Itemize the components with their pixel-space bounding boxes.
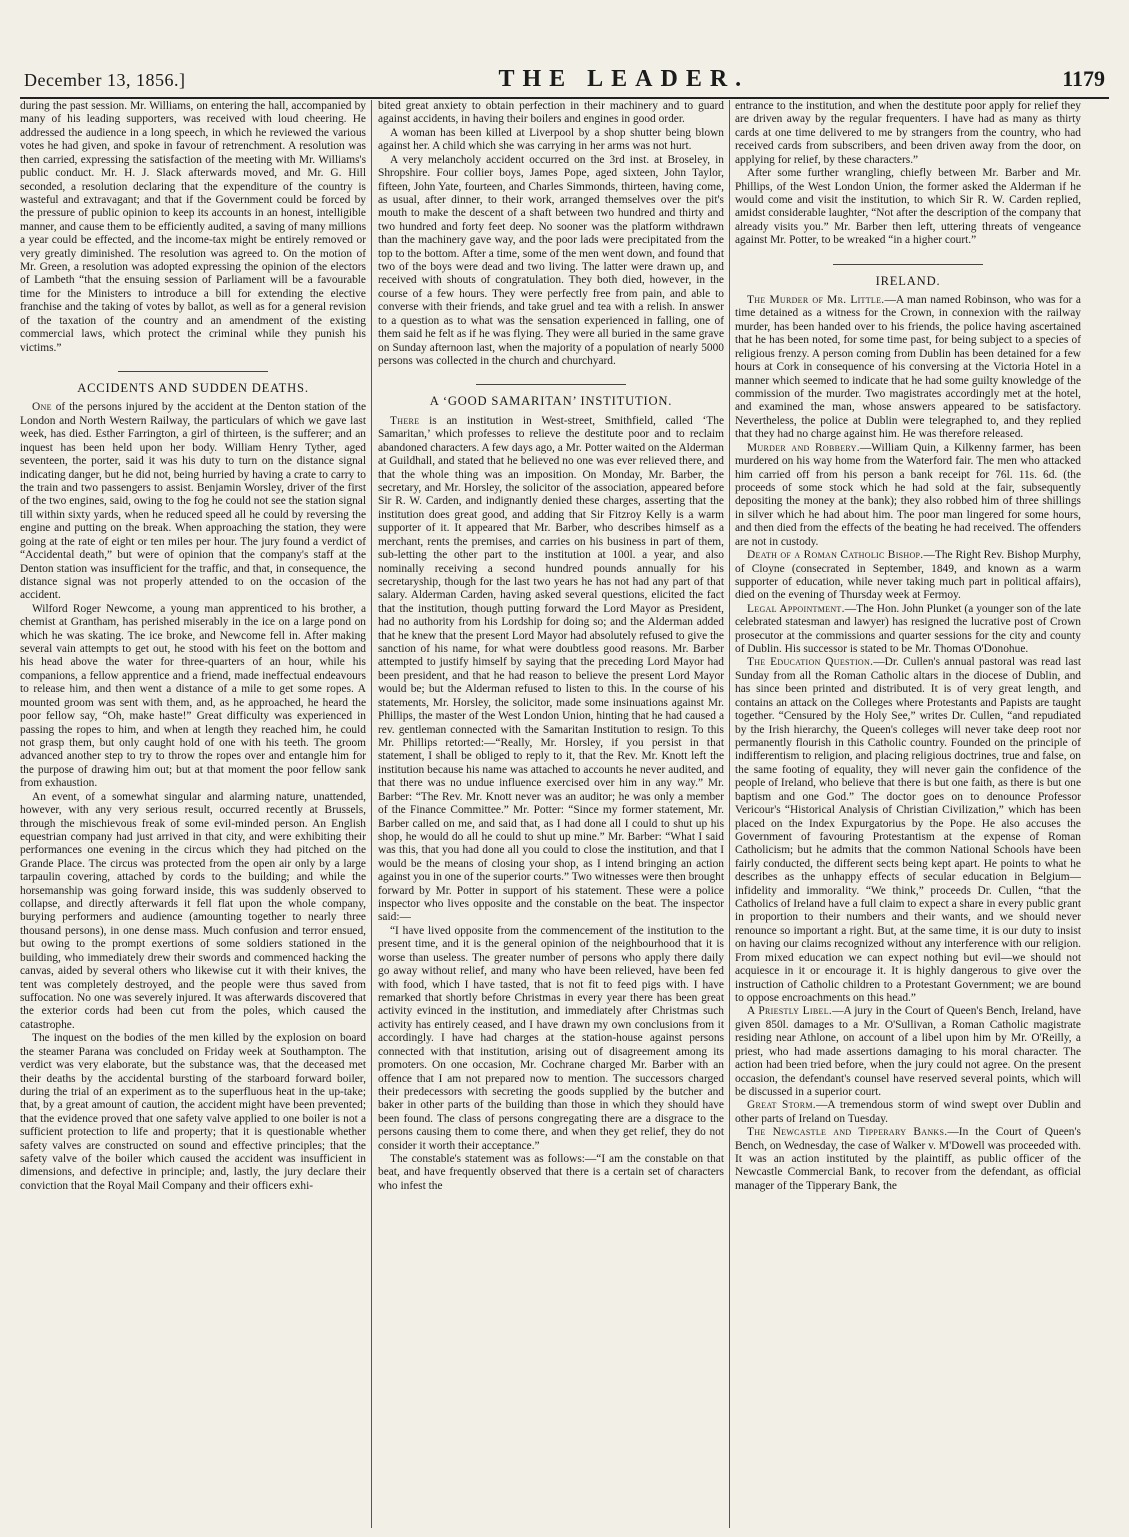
paragraph-lead: Murder and Robbery. xyxy=(747,441,860,454)
lambeth-meeting-paragraph: during the past session. Mr. Williams, on entering the hall, accompanied by many of his leading supporters, was received with loud cheering. He addressed the audience in a long speech, in which he reviewed the various votes he had given, and spoke in favour of retrenchment. A resolution was then carried, expressing the satisfaction of the meeting with Mr. Williams's public conduct. Mr. H. J. Slack afterwards moved, and Mr. G. Hill seconded, a resolution declaring that the expenditure of the country is wasteful and extravagant; and that if the Government could be forced by the pressure of public opinion to keep its accounts in an honest, intelligible manner, and cause them to be efficiently audited, a saving of many millions a year could be effected, and the income-tax might be entirely removed or very greatly diminished. The resolution was agreed to. On the motion of Mr. Green, a resolution was adopted expressing the opinion of the electors of Lambeth “that the ensuing session of Parliament will be a favourable time for the Ministers to introduce a bill for extending the elective franchise and the taking of votes by ballot, as well as for a general revision of the taxation of the country and an amendment of the existing commercial laws, which protect the criminal while they punish his victims.” xyxy=(20,100,366,354)
paragraph-text: —A man named Robinson, who was for a time detained as a witness for the Crown, in connexion with the railway murder, has been handed over to his friends, the police having ascertained that he has been noted, for some time past, for being subject to a species of religious frenzy. A person coming from Dublin has been detained for a few hours at Cork in consequence of his conversing at the Victoria Hotel in a manner which seemed to indicate that he had some guilty knowledge of the commission of the murder. Two magistrates accordingly met at the hotel, and examined the man, whose answers appeared to be satisfactory. Nevertheless, the police at Dublin were telegraphed to, and they replied that they had no charge against him. He was therefore released. xyxy=(735,294,1081,441)
paragraph-text: —Dr. Cullen's annual pastoral was read last Sunday from all the Roman Catholic altars in the diocese of Dublin, and has since been printed and distributed. It is of very great length, and contains an attack on the Colleges where Protestants and Papists are taught together. “Censured by the Holy See,” writes Dr. Cullen, “and repudiated by the Irish hierarchy, the Queen's colleges will never take deep root nor permanently flourish in this Catholic country. Founded on the principle of indifferentism to religion, and placing religious doctrines, true and false, on the same footing of equality, they will never gain the confidence of the people of Ireland, who believe that there is but one faith, as there is but one baptism and one God.” The doctor goes on to denounce Professor Vericour's “Historical Analysis of Christian Civilization,” which has been placed on the Index Expurgatorius by the Pope. He also accuses the Government of favouring Protestantism at the expense of Roman Catholicism; but he admits that the common National Schools have been fairly conducted, the different sects being kept apart. He points to what he describes as the unhappy effects of secular education in Belgium—infidelity and immorality. “We think,” proceeds Dr. Cullen, “that the Catholics of Ireland have a full claim to expect a share in every public grant in proportion to their numbers and their wants, and we should never renounce so important a right. But, at the same time, it is our duty to insist on having our claims recognized without any interference with our religion. From mixed education we can expect nothing but evil—we should not acquiesce in it or encourage it. It is highly dangerous to give over the instruction of Catholic children to a Protestant Government; we are bound to oppose encroachments on this head.” xyxy=(735,656,1081,1004)
paragraph-lead: The Newcastle and Tipperary Banks. xyxy=(747,1126,948,1139)
priestly-libel-paragraph xyxy=(735,1005,1081,1099)
lead-word: There xyxy=(390,414,420,427)
paragraph-lead: The Education Question. xyxy=(747,656,874,669)
little-murder-paragraph xyxy=(735,294,1081,442)
paragraph-text: —The Hon. John Plunket (a younger son of the late celebrated statesman and lawyer) has resigned the lucrative post of Crown prosecutor at the commissions and quarter sessions for the city and county of Dublin. His successor is stated to be Mr. Thomas O'Donohue. xyxy=(735,602,1081,656)
section-heading-accidents: ACCIDENTS AND SUDDEN DEATHS. xyxy=(77,381,309,396)
inspector-statement-paragraph: “I have lived opposite from the commencement of the institution to the present time, and it is the general opinion of the neighbourhood that it is worse than useless. The greater number of persons who apply there daily go away without relief, and many who have been relieved, have been fed with food, which I have tasted, that is not fit to feed pigs with. I have remarked that shortly before Christmas in every year there has been great activity evinced in the institution, and immediately after Christmas such activity has entirely ceased, and I have drawn my own conclusions from it accordingly. I have had charges at the station-house against persons connected with that institution, arising out of disagreement among its promoters. On one occasion, Mr. Cochrane charged Mr. Barber with an offence that I am not prepared now to mention. The successors charged their predecessors with secreting the goods supplied by the butcher and baker in other parts of the building than those in which they should have been found. The class of persons congregating there are a disgrace to the persons causing them to come there, and when they get relief, they do not consider it worth their acceptance.” xyxy=(378,924,724,1152)
paragraph-text: of the persons injured by the accident at the Denton station of the London and North Western Railway, the particulars of which we gave last week, has died. Esther Farrington, a girl of thirteen, is the sufferer; and an inquest has been held upon her body. William Henry Tyther, aged seventeen, the porter, said it was his duty to turn on the distance signal indicating danger, but he did not, being hurried by having a crate to carry to the train and two passengers to assist. Benjamin Worsley, driver of the first of the two engines, said, owing to the fog he could not see the station signal till within sixty yards, when he reduced speed all he could by reversing the engine and putting on the break. When approaching the station, they were going at the rate of eight or ten miles per hour. The jury found a verdict of “Accidental death,” but were of opinion that the company's staff at the Denton station was insufficient for the traffic, and that, in consequence, the distance signal was not properly attended to on the occasion of the accident. xyxy=(20,401,366,602)
column-2 xyxy=(378,100,724,1528)
banks-case-paragraph xyxy=(735,1126,1081,1193)
paragraph-text: —The Right Rev. Bishop Murphy, of Cloyne (consecrated in September, 1849, and known as a warm supporter of education, while never taking much part in political affairs), died on the evening of Thursday week at Fermoy. xyxy=(735,549,1081,602)
wrangling-paragraph: After some further wrangling, chiefly between Mr. Barber and Mr. Phillips, of the West London Union, the former asked the Alderman if he would come and visit the institution, to which Sir R. W. Carden replied, amidst considerable laughter, “Not after the description of the company that already visits you.” Mr. Barber then left, uttering threats of vengeance against Mr. Potter, to be wreaked “in a higher court.” xyxy=(735,167,1081,247)
murder-robbery-paragraph xyxy=(735,442,1081,549)
section-heading-ireland: IRELAND. xyxy=(875,273,941,288)
paragraph-lead: A Priestly Libel. xyxy=(747,1005,833,1018)
newspaper-title: THE LEADER. xyxy=(498,66,750,92)
page-number: 1179 xyxy=(1062,66,1105,91)
samaritan-institution-paragraph xyxy=(378,415,724,925)
constable-continued-paragraph: entrance to the institution, and when the destitute poor apply for relief they are driven away by the regular frequenters. I have had as many as thirty cards at one time delivered to me by strangers from the country, who had received cards from subscribers, and been driven away from the door, on applying for relief, by these characters.” xyxy=(735,100,1081,166)
constable-statement-paragraph: The constable's statement was as follows:—“I am the constable on that beat, and have frequently observed that there is a certain set of characters who infest the xyxy=(378,1153,724,1192)
denton-accident-paragraph xyxy=(20,401,366,602)
bishop-death-paragraph xyxy=(735,549,1081,603)
newcome-drowning-paragraph: Wilford Roger Newcome, a young man apprenticed to his brother, a chemist at Grantham, has perished miserably in the ice on a large pond on which he was skating. The ice broke, and Newcome fell in. After making several vain attempts to get out, he stood with his feet on the bottom and his head above the water for three-quarters of an hour, while his companions, a fellow apprentice and a friend, made ineffectual endeavours to release him, and then went a distance of a mile to get some ropes. A mounted groom was sent with them, and, as he approached, he heard the poor fellow say, “Oh, make haste!” Great difficulty was experienced in passing the ropes to him, and when at length they reached him, he could not grasp them, but only caught hold of one with his teeth. The groom advanced another step to try to throw the ropes over and entangle him for the purpose of drawing him out; but at that moment the poor fellow sank from exhaustion. xyxy=(20,602,366,790)
lead-word: One xyxy=(32,401,52,414)
column-divider-1 xyxy=(371,100,372,1528)
masthead-rule xyxy=(20,97,1109,99)
section-heading-samaritan: A ‘GOOD SAMARITAN’ INSTITUTION. xyxy=(429,394,673,409)
parana-continued-paragraph: bited great anxiety to obtain perfection in their machinery and to guard against accidents, in having their boilers and engines in good order. xyxy=(378,100,724,126)
brussels-circus-paragraph: An event, of a somewhat singular and alarming nature, unattended, however, with any very serious result, occurred recently at Brussels, through the mischievous freak of some evil-minded person. An English equestrian company had just arrived in that city, and were exhibiting their performances one evening in the circus which they had pitched on the Grande Place. The circus was protected from the open air only by a large tarpaulin covering, attached by cords to the building; and while the horsemanship was going forward inside, this was suddenly observed to collapse, and directly afterwards it fell flat upon the whole company, burying performers and audience (amounting together to nearly three thousand persons), in one dense mass. Much confusion and terror ensued, but owing to the prompt exertions of some soldiers stationed in the building, who immediately drew their swords and commenced hacking the canvas, aided by several others who likewise cut it with their knives, the tent was completely destroyed, and the people were thus saved from suffocation. No one was severely injured. It was afterwards discovered that the exterior cords had been cut from the poles, which caused the catastrophe. xyxy=(20,790,366,1031)
paragraph-text: —A tremendous storm of wind swept over Dublin and other parts of Ireland on Tuesday. xyxy=(735,1099,1081,1125)
legal-appointment-paragraph xyxy=(735,603,1081,657)
liverpool-shutter-paragraph: A woman has been killed at Liverpool by a shop shutter being blown against her. A child which she was carrying in her arms was not hurt. xyxy=(378,126,724,153)
masthead xyxy=(24,66,1105,96)
parana-inquest-paragraph: The inquest on the bodies of the men killed by the explosion on board the steamer Parana was concluded on Friday week at Southampton. The verdict was very elaborate, but the substance was, that the deceased met their deaths by the accidental bursting of the starboard forward boiler, during the trial of an experiment as to the superfluous heat in the up-take; that, by a great amount of caution, the accident might have been prevented; that the evidence proved that one safety valve applied to one boiler is not a sufficient protection to life and property; that it is questionable whether safety valves are constructed on sound and effective principles; that the safety valve of the boiler which caused the accident was insufficient in dimensions, and defective in principle; and, lastly, the jury declare their conviction that the Royal Mail Company and their officers exhi- xyxy=(20,1032,366,1192)
paragraph-text: —A jury in the Court of Queen's Bench, Ireland, have given 850l. damages to a Mr. O'Sullivan, a Roman Catholic magistrate residing near Athlone, on account of a libel upon him by Mr. O'Reilly, a priest, who had made assertions damaging to his moral character. The action had been tried before, when the jury could not agree. On the present occasion, the defendant's counsel have reserved several points, which will be discussed in a superior court. xyxy=(735,1005,1081,1098)
column-1 xyxy=(20,100,366,1528)
paragraph-lead: Great Storm. xyxy=(747,1099,816,1112)
great-storm-paragraph xyxy=(735,1099,1081,1126)
education-question-paragraph xyxy=(735,656,1081,1005)
broseley-accident-paragraph: A very melancholy accident occurred on the 3rd inst. at Broseley, in Shropshire. Four collier boys, James Pope, aged sixteen, John Taylor, fifteen, John Yate, fourteen, and Charles Simmonds, thirteen, having come, as usual, after dinner, to their work, arranged themselves over the pit's mouth to make the descent of a shaft between two hundred and thirty and two hundred and forty feet deep. No sooner was the platform withdrawn than the machinery gave way, and the poor lads were precipitated from the top to the bottom. After a time, some of the men went down, and found that two of the boys were dead and two living. The latter were drawn up, and received with shouts of congratulation. They both died, however, in the course of a few hours. They were perfectly free from pain, and able to converse with their friends, and take gruel and tea with a relish. In answer to a question as to what was the sensation experienced in falling, one of them said he felt as if he was flying. They were all buried in the same grave on Sunday afternoon last, when the majority of a population of nearly 5000 persons was collected in the church and churchyard. xyxy=(378,153,724,368)
section-separator xyxy=(833,264,983,265)
paragraph-text: —William Quin, a Kilkenny farmer, has been murdered on his way home from the Waterford fair. The men who attacked him carried off from his person a bank receipt for 76l. 11s. 6d. (the proceeds of some stock which he had sold at the fair, subsequently depositing the money at the bank); they also robbed him of three shillings in silver which he had about him. The poor man lingered for some hours, and then died from the effects of the beating he had received. The offenders are not in custody. xyxy=(735,441,1081,548)
column-3 xyxy=(735,100,1081,1528)
column-divider-2 xyxy=(729,100,730,1528)
section-separator xyxy=(476,384,626,385)
paragraph-text: —In the Court of Queen's Bench, on Wednesday, the case of Walker v. M'Dowell was proceeded with. It was an action instituted by the plaintiff, as public officer of the Newcastle Commercial Bank, to recover from the defendant, as official manager of the Tipperary Bank, the xyxy=(735,1126,1081,1192)
paragraph-lead: Legal Appointment. xyxy=(747,602,845,615)
paragraph-text: is an institution in West-street, Smithfield, called ‘The Samaritan,’ which professes to relieve the destitute poor and to reclaim abandoned characters. A few days ago, a Mr. Potter waited on the Alderman at Guildhall, and stated that he believed no one was ever relieved there, and that the whole thing was an imposition. On Monday, Mr. Barber, the secretary, and Mr. Horsley, the solicitor of the association, appeared before Sir R. W. Carden, and indignantly denied these charges, asserting that the institution does great good, and adding that Sir Fitzroy Kelly is a warm supporter of it. It appeared that Mr. Barber, who describes himself as a merchant, rents the premises, and carries on his business in part of them, sub-letting the other part to the institution at 100l. a year, and also nominally receiving a second hundred pounds annually for his secretaryship, though for the last two years he has not had any part of that salary. Alderman Carden, having asked several questions, elicited the fact that the institution, though putting forward the Lord Mayor as President, had no authority from his Lordship for doing so; and the Alderman added that he knew that the present Lord Mayor had absolutely refused to give the sanction of his name, for what were doubtless good reasons. Mr. Barber attempted to justify himself by saying that the preceding Lord Mayor had been president, and that he had reason to believe the present Lord Mayor would be; but the Alderman refused to listen to this. In the course of his statements, Mr. Horsley, the solicitor, made some insinuations against Mr. Phillips, the master of the West London Union, hinting that he had caused a rev. gentleman connected with the Samaritan Institution to resign. To this Mr. Phillips retorted:—“Really, Mr. Horsley, if you persist in that statement, I shall be obliged to reply to it, that the Rev. Mr. Knott left the institution because his name was attached to accounts he never audited, and that there was no undue influence exercised over him in any way.” Mr. Barber: “The Rev. Mr. Knott never was an auditor; he was only a member of the Finance Committee.” Mr. Potter: “Since my former statement, Mr. Barber called on me, and said that, as I had done all I could to shut up his shop, he would do all he could to shut up mine.” Mr. Barber: “What I said was this, that you had done all you could to close the institution, and that I would be the means of closing your shop, as I intend bringing an action against you in one of the superior courts.” Two witnesses were then brought forward by Mr. Potter in support of his statement. These were a police inspector who lives opposite and the constable on the beat. The inspector said:— xyxy=(378,414,724,924)
paragraph-lead: Death of a Roman Catholic Bishop. xyxy=(747,549,924,562)
section-separator xyxy=(118,371,268,372)
paragraph-lead: The Murder of Mr. Little. xyxy=(747,294,885,307)
issue-date: December 13, 1856.] xyxy=(24,70,186,90)
